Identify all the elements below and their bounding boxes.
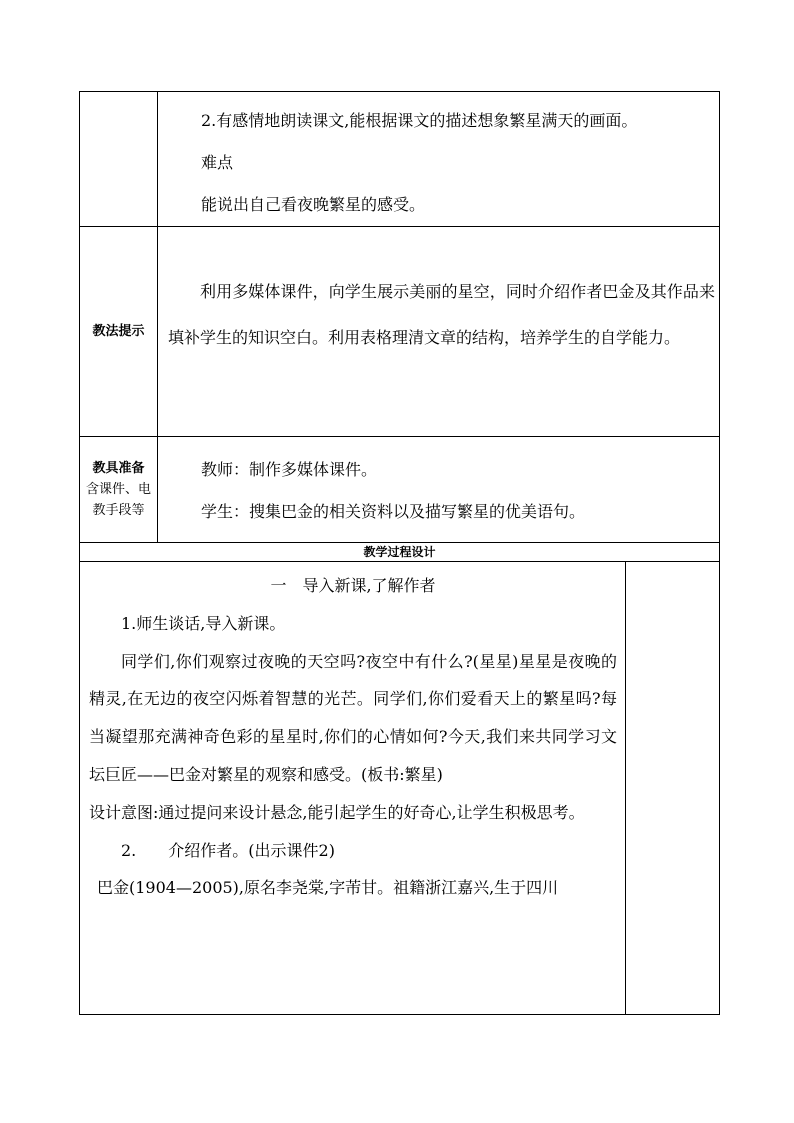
method-label-cell bbox=[80, 227, 158, 437]
difficulty-text: 能说出自己看夜晚繁星的感受。 bbox=[201, 195, 426, 214]
method-text: 利用多媒体课件，向学生展示美丽的星空，同时介绍作者巴金及其作品来填补学生的知识空白。利用表格理清文章的结构，培养学生的自学能力。 bbox=[168, 281, 716, 347]
difficulty-heading: 难点 bbox=[201, 153, 234, 172]
tools-content-cell bbox=[158, 437, 720, 543]
tools-student: 学生：搜集巴金的相关资料以及描写繁星的优美语句。 bbox=[201, 501, 586, 521]
process-header-row bbox=[80, 543, 720, 562]
objectives-label-cell bbox=[80, 92, 158, 227]
design-intent: 设计意图:通过提问来设计悬念,能引起学生的好奇心,让学生积极思考。 bbox=[89, 802, 585, 822]
tools-teacher: 教师：制作多媒体课件。 bbox=[201, 459, 378, 479]
method-label: 教法提示 bbox=[92, 324, 145, 339]
tools-label-sub: 含课件、电教手段等 bbox=[85, 482, 151, 518]
objective-line-2: 2.有感情地朗读课文,能根据课文的描述想象繁星满天的画面。 bbox=[201, 111, 638, 130]
method-row bbox=[80, 227, 720, 437]
process-notes-cell bbox=[626, 562, 720, 1015]
process-header: 教学过程设计 bbox=[80, 543, 720, 562]
lesson-plan-table bbox=[79, 91, 720, 1015]
tools-label-cell bbox=[80, 437, 158, 543]
author-intro: 巴金(1904—2005),原名李尧棠,字芾甘。祖籍浙江嘉兴,生于四川 bbox=[97, 878, 559, 898]
step-2: 2. 介绍作者。(出示课件2) bbox=[121, 840, 335, 860]
section-title: 一 导入新课,了解作者 bbox=[270, 576, 436, 595]
step-1: 1.师生谈话,导入新课。 bbox=[121, 613, 286, 633]
tools-row bbox=[80, 437, 720, 543]
process-content-cell bbox=[80, 562, 626, 1015]
method-content-cell bbox=[158, 227, 720, 437]
process-row bbox=[80, 562, 720, 1015]
tools-label-title: 教具准备 bbox=[92, 461, 145, 476]
objectives-row bbox=[80, 92, 720, 227]
objectives-content-cell bbox=[158, 92, 720, 227]
intro-paragraph: 同学们,你们观察过夜晚的天空吗?夜空中有什么?(星星)星星是夜晚的精灵,在无边的夜空闪烁着智慧的光芒。同学们,你们爱看天上的繁星吗?每当凝望那充满神奇色彩的星星时,你们的心情如何?今天,我们来共同学习文坛巨匠——巴金对繁星的观察和感受。(板书:繁星) bbox=[89, 651, 617, 784]
